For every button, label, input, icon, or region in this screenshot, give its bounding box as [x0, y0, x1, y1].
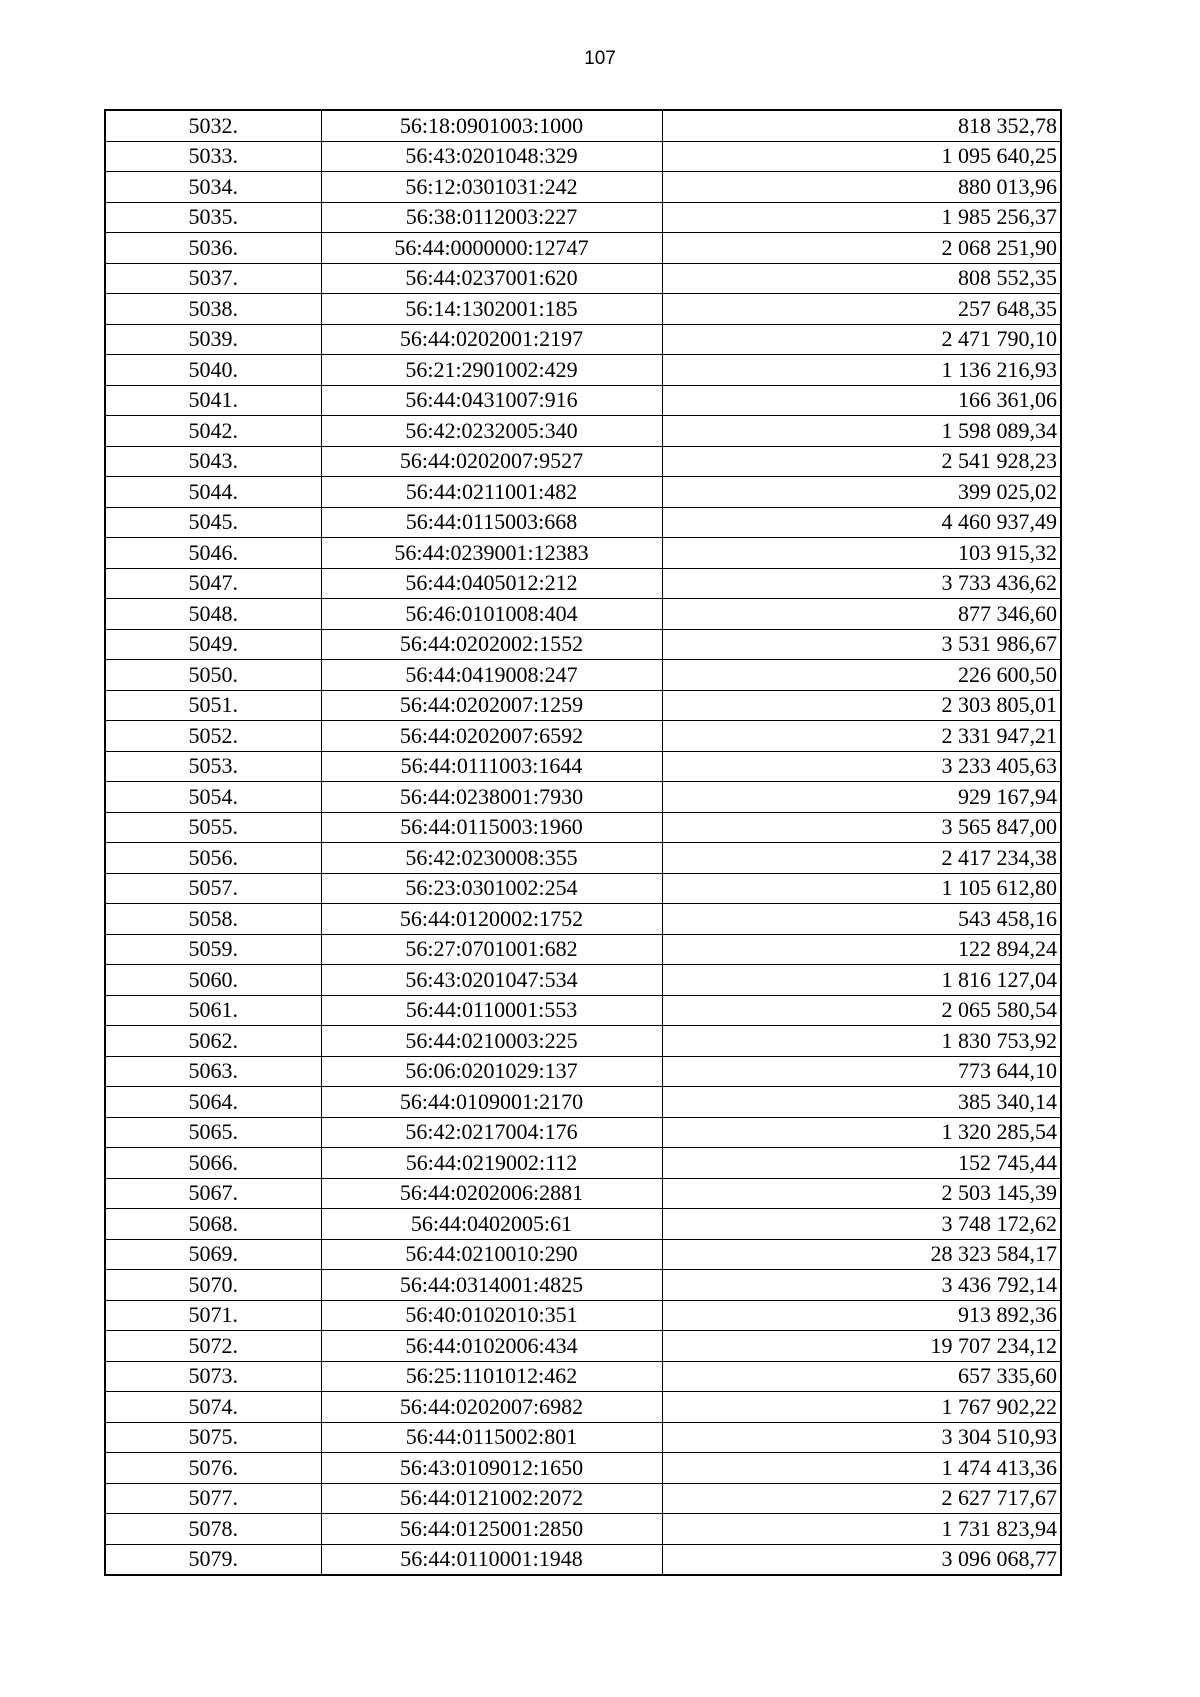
cadastral-number-cell: 56:46:0101008:404 [321, 599, 662, 630]
table-row [105, 477, 1061, 508]
table-row [105, 1300, 1061, 1331]
table-row [105, 263, 1061, 294]
cadastral-value-cell: 103 915,32 [662, 538, 1061, 569]
row-number-cell: 5075. [105, 1422, 321, 1453]
cadastral-value-cell: 2 541 928,23 [662, 446, 1061, 477]
row-number-cell: 5078. [105, 1514, 321, 1545]
table-row [105, 1178, 1061, 1209]
cadastral-number-cell: 56:42:0217004:176 [321, 1117, 662, 1148]
row-number-cell: 5056. [105, 843, 321, 874]
cadastral-number-cell: 56:44:0120002:1752 [321, 904, 662, 935]
table-row [105, 629, 1061, 660]
row-number-cell: 5071. [105, 1300, 321, 1331]
cadastral-number-cell: 56:44:0202007:6592 [321, 721, 662, 752]
cadastral-number-cell: 56:38:0112003:227 [321, 202, 662, 233]
row-number-cell: 5051. [105, 690, 321, 721]
cadastral-number-cell: 56:40:0102010:351 [321, 1300, 662, 1331]
cadastral-value-cell: 880 013,96 [662, 172, 1061, 203]
row-number-cell: 5042. [105, 416, 321, 447]
table-row [105, 782, 1061, 813]
row-number-cell: 5032. [105, 110, 321, 141]
cadastral-value-cell: 3 733 436,62 [662, 568, 1061, 599]
row-number-cell: 5074. [105, 1392, 321, 1423]
row-number-cell: 5070. [105, 1270, 321, 1301]
row-number-cell: 5057. [105, 873, 321, 904]
row-number-cell: 5055. [105, 812, 321, 843]
table-row [105, 233, 1061, 264]
row-number-cell: 5058. [105, 904, 321, 935]
table-row [105, 751, 1061, 782]
cadastral-number-cell: 56:44:0419008:247 [321, 660, 662, 691]
cadastral-value-cell: 657 335,60 [662, 1361, 1061, 1392]
row-number-cell: 5039. [105, 324, 321, 355]
cadastral-number-cell: 56:44:0202002:1552 [321, 629, 662, 660]
row-number-cell: 5067. [105, 1178, 321, 1209]
cadastral-value-cell: 3 436 792,14 [662, 1270, 1061, 1301]
cadastral-value-cell: 2 471 790,10 [662, 324, 1061, 355]
cadastral-value-cell: 877 346,60 [662, 599, 1061, 630]
row-number-cell: 5049. [105, 629, 321, 660]
table-row [105, 843, 1061, 874]
table-row [105, 1544, 1061, 1575]
row-number-cell: 5059. [105, 934, 321, 965]
row-number-cell: 5045. [105, 507, 321, 538]
table-row [105, 873, 1061, 904]
cadastral-value-cell: 1 830 753,92 [662, 1026, 1061, 1057]
row-number-cell: 5037. [105, 263, 321, 294]
cadastral-value-cell: 1 598 089,34 [662, 416, 1061, 447]
cadastral-value-cell: 1 816 127,04 [662, 965, 1061, 996]
table-row [105, 965, 1061, 996]
table-row [105, 1026, 1061, 1057]
cadastral-number-cell: 56:44:0115003:668 [321, 507, 662, 538]
cadastral-value-cell: 152 745,44 [662, 1148, 1061, 1179]
row-number-cell: 5036. [105, 233, 321, 264]
cadastral-value-cell: 3 096 068,77 [662, 1544, 1061, 1575]
cadastral-number-cell: 56:44:0314001:4825 [321, 1270, 662, 1301]
page-number: 107 [584, 48, 616, 69]
cadastral-number-cell: 56:44:0111003:1644 [321, 751, 662, 782]
table-row [105, 599, 1061, 630]
row-number-cell: 5050. [105, 660, 321, 691]
cadastral-number-cell: 56:44:0202001:2197 [321, 324, 662, 355]
cadastral-value-cell: 1 320 285,54 [662, 1117, 1061, 1148]
cadastral-value-cell: 1 474 413,36 [662, 1453, 1061, 1484]
table-row [105, 1514, 1061, 1545]
row-number-cell: 5064. [105, 1087, 321, 1118]
cadastral-value-cell: 3 233 405,63 [662, 751, 1061, 782]
cadastral-number-cell: 56:42:0232005:340 [321, 416, 662, 447]
table-row [105, 538, 1061, 569]
cadastral-value-cell: 2 065 580,54 [662, 995, 1061, 1026]
table-row [105, 172, 1061, 203]
cadastral-number-cell: 56:44:0402005:61 [321, 1209, 662, 1240]
cadastral-number-cell: 56:27:0701001:682 [321, 934, 662, 965]
cadastral-number-cell: 56:44:0202006:2881 [321, 1178, 662, 1209]
cadastral-number-cell: 56:44:0238001:7930 [321, 782, 662, 813]
row-number-cell: 5073. [105, 1361, 321, 1392]
cadastral-value-cell: 226 600,50 [662, 660, 1061, 691]
table-row [105, 1117, 1061, 1148]
table-row [105, 202, 1061, 233]
cadastral-number-cell: 56:44:0110001:553 [321, 995, 662, 1026]
cadastral-value-cell: 1 985 256,37 [662, 202, 1061, 233]
row-number-cell: 5060. [105, 965, 321, 996]
row-number-cell: 5061. [105, 995, 321, 1026]
cadastral-number-cell: 56:44:0202007:6982 [321, 1392, 662, 1423]
row-number-cell: 5077. [105, 1483, 321, 1514]
row-number-cell: 5038. [105, 294, 321, 325]
table-row [105, 934, 1061, 965]
row-number-cell: 5052. [105, 721, 321, 752]
table-row [105, 568, 1061, 599]
row-number-cell: 5046. [105, 538, 321, 569]
cadastral-number-cell: 56:44:0239001:12383 [321, 538, 662, 569]
table-row [105, 507, 1061, 538]
cadastral-number-cell: 56:12:0301031:242 [321, 172, 662, 203]
cadastral-number-cell: 56:23:0301002:254 [321, 873, 662, 904]
cadastral-value-cell: 19 707 234,12 [662, 1331, 1061, 1362]
cadastral-number-cell: 56:44:0000000:12747 [321, 233, 662, 264]
cadastral-value-cell: 2 068 251,90 [662, 233, 1061, 264]
cadastral-number-cell: 56:43:0201048:329 [321, 141, 662, 172]
cadastral-value-cell: 1 731 823,94 [662, 1514, 1061, 1545]
cadastral-value-cell: 913 892,36 [662, 1300, 1061, 1331]
cadastral-value-cell: 818 352,78 [662, 110, 1061, 141]
cadastral-value-cell: 4 460 937,49 [662, 507, 1061, 538]
table-row [105, 721, 1061, 752]
row-number-cell: 5034. [105, 172, 321, 203]
cadastral-number-cell: 56:25:1101012:462 [321, 1361, 662, 1392]
cadastral-value-cell: 2 503 145,39 [662, 1178, 1061, 1209]
cadastral-number-cell: 56:44:0405012:212 [321, 568, 662, 599]
table-row [105, 355, 1061, 386]
table-row [105, 385, 1061, 416]
row-number-cell: 5054. [105, 782, 321, 813]
row-number-cell: 5040. [105, 355, 321, 386]
table-row [105, 324, 1061, 355]
table-row [105, 660, 1061, 691]
cadastral-number-cell: 56:43:0201047:534 [321, 965, 662, 996]
table-row [105, 1331, 1061, 1362]
cadastral-number-cell: 56:44:0115003:1960 [321, 812, 662, 843]
cadastral-value-cell: 1 136 216,93 [662, 355, 1061, 386]
table-row [105, 1422, 1061, 1453]
cadastral-number-cell: 56:44:0115002:801 [321, 1422, 662, 1453]
cadastral-value-cell: 3 565 847,00 [662, 812, 1061, 843]
cadastral-number-cell: 56:06:0201029:137 [321, 1056, 662, 1087]
cadastral-value-cell: 1 105 612,80 [662, 873, 1061, 904]
cadastral-number-cell: 56:18:0901003:1000 [321, 110, 662, 141]
table-row [105, 1148, 1061, 1179]
cadastral-number-cell: 56:44:0202007:1259 [321, 690, 662, 721]
table-row [105, 1483, 1061, 1514]
cadastral-value-cell: 385 340,14 [662, 1087, 1061, 1118]
row-number-cell: 5047. [105, 568, 321, 599]
cadastral-number-cell: 56:44:0109001:2170 [321, 1087, 662, 1118]
table-row [105, 294, 1061, 325]
table-row [105, 1056, 1061, 1087]
table-row [105, 1239, 1061, 1270]
cadastral-value-cell: 929 167,94 [662, 782, 1061, 813]
row-number-cell: 5048. [105, 599, 321, 630]
table-row [105, 690, 1061, 721]
table-row [105, 995, 1061, 1026]
row-number-cell: 5043. [105, 446, 321, 477]
table-row [105, 1361, 1061, 1392]
row-number-cell: 5076. [105, 1453, 321, 1484]
table-row [105, 1392, 1061, 1423]
table-row [105, 1209, 1061, 1240]
cadastral-number-cell: 56:14:1302001:185 [321, 294, 662, 325]
table-row [105, 416, 1061, 447]
row-number-cell: 5065. [105, 1117, 321, 1148]
cadastral-number-cell: 56:44:0110001:1948 [321, 1544, 662, 1575]
cadastral-number-cell: 56:44:0202007:9527 [321, 446, 662, 477]
cadastral-value-cell: 3 748 172,62 [662, 1209, 1061, 1240]
cadastral-value-cell: 2 331 947,21 [662, 721, 1061, 752]
cadastral-value-table [104, 109, 1062, 1576]
cadastral-number-cell: 56:44:0210003:225 [321, 1026, 662, 1057]
table-row [105, 1453, 1061, 1484]
cadastral-value-cell: 543 458,16 [662, 904, 1061, 935]
cadastral-value-cell: 808 552,35 [662, 263, 1061, 294]
cadastral-value-cell: 2 303 805,01 [662, 690, 1061, 721]
row-number-cell: 5063. [105, 1056, 321, 1087]
cadastral-number-cell: 56:44:0125001:2850 [321, 1514, 662, 1545]
cadastral-number-cell: 56:44:0237001:620 [321, 263, 662, 294]
row-number-cell: 5035. [105, 202, 321, 233]
row-number-cell: 5072. [105, 1331, 321, 1362]
cadastral-value-cell: 28 323 584,17 [662, 1239, 1061, 1270]
row-number-cell: 5033. [105, 141, 321, 172]
cadastral-value-cell: 122 894,24 [662, 934, 1061, 965]
cadastral-number-cell: 56:44:0121002:2072 [321, 1483, 662, 1514]
cadastral-value-cell: 257 648,35 [662, 294, 1061, 325]
cadastral-value-cell: 773 644,10 [662, 1056, 1061, 1087]
table-row [105, 904, 1061, 935]
table-row [105, 446, 1061, 477]
cadastral-number-cell: 56:42:0230008:355 [321, 843, 662, 874]
table-row [105, 141, 1061, 172]
cadastral-value-cell: 166 361,06 [662, 385, 1061, 416]
row-number-cell: 5068. [105, 1209, 321, 1240]
row-number-cell: 5053. [105, 751, 321, 782]
table-row [105, 1270, 1061, 1301]
cadastral-value-cell: 2 417 234,38 [662, 843, 1061, 874]
row-number-cell: 5044. [105, 477, 321, 508]
cadastral-value-cell: 3 531 986,67 [662, 629, 1061, 660]
cadastral-number-cell: 56:21:2901002:429 [321, 355, 662, 386]
cadastral-value-cell: 1 767 902,22 [662, 1392, 1061, 1423]
cadastral-number-cell: 56:44:0431007:916 [321, 385, 662, 416]
table-body [105, 110, 1061, 1575]
cadastral-value-cell: 1 095 640,25 [662, 141, 1061, 172]
row-number-cell: 5041. [105, 385, 321, 416]
cadastral-value-cell: 3 304 510,93 [662, 1422, 1061, 1453]
cadastral-value-cell: 399 025,02 [662, 477, 1061, 508]
cadastral-number-cell: 56:43:0109012:1650 [321, 1453, 662, 1484]
cadastral-number-cell: 56:44:0219002:112 [321, 1148, 662, 1179]
cadastral-value-cell: 2 627 717,67 [662, 1483, 1061, 1514]
cadastral-number-cell: 56:44:0211001:482 [321, 477, 662, 508]
cadastral-number-cell: 56:44:0210010:290 [321, 1239, 662, 1270]
row-number-cell: 5069. [105, 1239, 321, 1270]
table-row [105, 1087, 1061, 1118]
table-row [105, 110, 1061, 141]
table-row [105, 812, 1061, 843]
cadastral-number-cell: 56:44:0102006:434 [321, 1331, 662, 1362]
row-number-cell: 5079. [105, 1544, 321, 1575]
row-number-cell: 5066. [105, 1148, 321, 1179]
row-number-cell: 5062. [105, 1026, 321, 1057]
